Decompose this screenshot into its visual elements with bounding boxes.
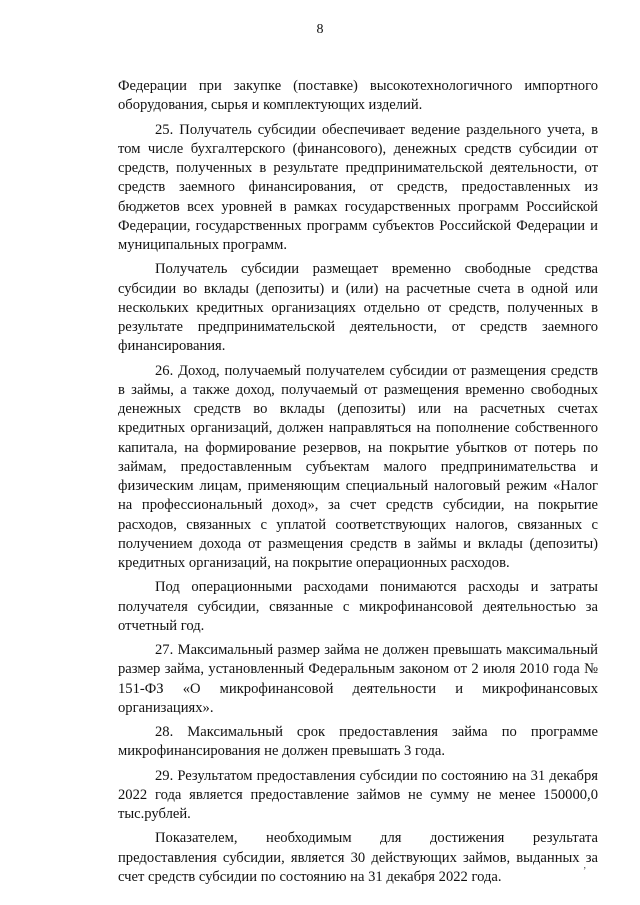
paragraph-26: 26. Доход, получаемый получателем субсидии от размещения средств в займы, а также доход, получаемый от размещения временно свободных денежных средств во вклады (депозиты) или на расчетных счетах кредитных организаций, должен направляться на пополнение собственного капитала, на формирование резервов, на покрытие убытков от потерь по займам, предоставленным субъектам малого предпринимательства и физическим лицам, применяющим специальный налоговый режим «Налог на профессиональный доход», за счет средств субсидии, на покрытие расходов, связанных с уплатой соответствующих налогов, связанных с получением дохода от размещения средств в займы и вклады (депозиты) кредитных организаций, на покрытие операционных расходов. bbox=[118, 362, 598, 571]
paragraph-continuation: Федерации при закупке (поставке) высокотехнологичного импортного оборудования, сырья и комплектующих изделий. bbox=[118, 78, 598, 114]
page-number: 8 bbox=[316, 22, 324, 37]
paragraph-25-deposits: Получатель субсидии размещает временно свободные средства субсидии во вклады (депозиты) и (или) на расчетные счета в одной или нескольких кредитных организациях отдельно от средств, полученных в результате предпринимательской деятельности, от средств заемного финансирования. bbox=[118, 261, 598, 355]
paragraph-26-operational-expenses: Под операционными расходами понимаются расходы и затраты получателя субсидии, связанные с микрофинансовой деятельностью за отчетный год. bbox=[118, 579, 598, 634]
paragraph-25: 25. Получатель субсидии обеспечивает ведение раздельного учета, в том числе бухгалтерского (финансового), денежных средств субсидии от средств, полученных в результате предпринимательской деятельности, от средств заемного финансирования, от средств, предоставленных из бюджетов всех уровней в рамках государственных программ Российской Федерации, государственных программ субъектов Российской Федерации и муниципальных программ. bbox=[118, 121, 598, 253]
document-body bbox=[118, 77, 598, 887]
paragraph-28: 28. Максимальный срок предоставления займа по программе микрофинансирования не должен превышать 3 года. bbox=[118, 724, 598, 760]
paragraph-29: 29. Результатом предоставления субсидии по состоянию на 31 декабря 2022 года является предоставление займов не сумму не менее 150000,0 тыс.рублей. bbox=[118, 767, 598, 822]
paragraph-27: 27. Максимальный размер займа не должен превышать максимальный размер займа, установленный Федеральным законом от 2 июля 2010 года № 151-ФЗ «О микрофинансовой деятельности и микрофинансовых организациях». bbox=[118, 642, 598, 716]
scan-mark: ’ bbox=[583, 866, 587, 877]
paragraph-29-indicator: Показателем, необходимым для достижения результата предоставления субсидии, является 30 действующих займов, выданных за счет средств субсидии по состоянию на 31 декабря 2022 года. bbox=[118, 830, 598, 885]
